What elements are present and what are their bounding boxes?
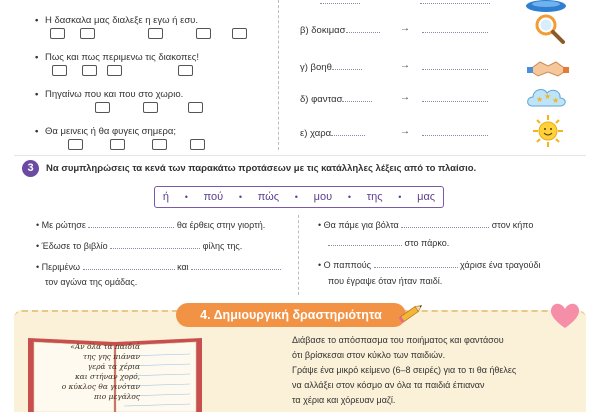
arrow-icon: → bbox=[400, 126, 410, 137]
exercise-number: 3 bbox=[22, 160, 39, 177]
poem-line: γερά τα χέρια bbox=[87, 362, 140, 371]
section-title: 4. Δημιουργική δραστηριότητα bbox=[176, 303, 406, 327]
sentence-1: • Η δασκαλα μας διαλεξε η εγω ή εσυ. bbox=[35, 15, 199, 26]
fill-line[interactable] bbox=[110, 240, 200, 249]
sentence-part: Ο παππούς bbox=[323, 260, 372, 270]
sentence-part: και bbox=[177, 262, 189, 272]
cloud-stars-icon bbox=[524, 80, 568, 114]
column-divider bbox=[278, 0, 279, 150]
sentence-4: • Θα μεινεις ή θα φυγεις σημερα; bbox=[35, 126, 177, 137]
fill-line[interactable] bbox=[88, 219, 174, 228]
bullet: • bbox=[318, 220, 322, 230]
answer-box[interactable] bbox=[52, 65, 67, 76]
fill-sentence-1 bbox=[36, 219, 265, 230]
answer-box[interactable] bbox=[148, 28, 163, 39]
fill-line[interactable] bbox=[422, 101, 488, 102]
sentence-text: Πως και πως περιμενω τις διακοπες! bbox=[45, 52, 200, 63]
fill-line[interactable] bbox=[346, 24, 380, 33]
answer-box[interactable] bbox=[110, 139, 125, 150]
instruction-line: τα χέρια και χόρευαν μαζί. bbox=[292, 395, 396, 405]
fill-sentence-4 bbox=[318, 219, 533, 230]
section-divider bbox=[14, 155, 586, 156]
match-row-d bbox=[300, 93, 372, 105]
answer-box[interactable] bbox=[80, 28, 95, 39]
match-label: γ) βοηθ bbox=[300, 62, 332, 73]
word-separator: • bbox=[398, 192, 402, 202]
fill-sentence-4-line2 bbox=[328, 237, 449, 248]
svg-text:★: ★ bbox=[544, 92, 552, 101]
word-option: πού bbox=[203, 191, 224, 203]
fill-line[interactable] bbox=[422, 32, 488, 33]
fill-line[interactable] bbox=[83, 261, 175, 270]
poem-line: και στήναν χορό, bbox=[74, 372, 140, 381]
sentence-3: • Πηγαίνω που και που στο χωριο. bbox=[35, 89, 184, 100]
fill-line[interactable] bbox=[401, 219, 489, 228]
fill-line[interactable] bbox=[342, 93, 372, 102]
answer-box[interactable] bbox=[107, 65, 122, 76]
instruction-line: Γράψε ένα μικρό κείμενο (6–8 σειρές) για το τι θα ήθελες bbox=[292, 365, 517, 375]
fill-line[interactable] bbox=[332, 61, 362, 70]
arrow-icon: → bbox=[400, 92, 410, 103]
poem-line: ο κύκλος θα γινόταν bbox=[61, 382, 140, 391]
match-label: δ) φαντασ bbox=[300, 94, 343, 105]
answer-box[interactable] bbox=[50, 28, 65, 39]
answer-box[interactable] bbox=[190, 139, 205, 150]
poem-line: της γης πιάναν bbox=[82, 352, 140, 361]
handshake-icon bbox=[526, 50, 570, 84]
heart-icon bbox=[548, 300, 582, 330]
magnifier-icon bbox=[528, 12, 572, 46]
answer-box[interactable] bbox=[232, 28, 247, 39]
sun-icon bbox=[526, 114, 570, 148]
sentence-text: Η δασκαλα μας διαλεξε η εγω ή εσυ. bbox=[45, 15, 199, 26]
answer-box[interactable] bbox=[95, 102, 110, 113]
fill-line[interactable] bbox=[374, 259, 458, 268]
answer-box[interactable] bbox=[82, 65, 97, 76]
match-row-e bbox=[300, 127, 365, 139]
fill-line[interactable] bbox=[422, 135, 488, 136]
sentence-part: Περιμένω bbox=[41, 262, 81, 272]
word-option: μας bbox=[417, 191, 436, 203]
fill-line[interactable] bbox=[320, 0, 360, 4]
poem-line: «Αν όλα τα παιδιά bbox=[70, 342, 140, 351]
fill-sentence-3-line2: τον αγώνα της ομάδας. bbox=[45, 277, 138, 287]
sentence-part: Θα πάμε για βόλτα bbox=[323, 220, 399, 230]
sentence-2: • Πως και πως περιμενω τις διακοπες! bbox=[35, 52, 200, 63]
sentence-part: θα έρθεις στην γιορτή. bbox=[176, 220, 266, 230]
fill-line[interactable] bbox=[331, 127, 365, 136]
instruction-line: να αλλάξει στον κόσμο αν όλα τα παιδιά έπιαναν bbox=[292, 380, 485, 390]
word-separator: • bbox=[238, 192, 243, 202]
sentence-part: χάρισε ένα τραγούδι bbox=[460, 260, 541, 270]
fill-sentence-2 bbox=[36, 240, 242, 251]
bullet: • bbox=[318, 260, 322, 270]
fill-line[interactable] bbox=[420, 0, 490, 4]
arrow-icon: → bbox=[400, 60, 410, 71]
bullet: • bbox=[36, 241, 40, 251]
sentence-part: Έδωσε το βιβλίο bbox=[41, 241, 108, 251]
word-separator: • bbox=[294, 192, 298, 202]
column-divider bbox=[298, 215, 299, 295]
word-option: πώς bbox=[257, 191, 280, 203]
fill-sentence-5-line2: που έγραψε όταν ήταν παιδί. bbox=[328, 276, 443, 286]
sentence-part: στον κήπο bbox=[491, 220, 534, 230]
svg-text:★: ★ bbox=[536, 95, 544, 104]
word-option: της bbox=[366, 191, 383, 203]
sentence-text: Θα μεινεις ή θα φυγεις σημερα; bbox=[45, 126, 177, 137]
word-separator: • bbox=[347, 192, 352, 202]
answer-box[interactable] bbox=[143, 102, 158, 113]
poem-excerpt bbox=[40, 342, 140, 402]
word-separator: • bbox=[184, 192, 188, 202]
answer-box[interactable] bbox=[178, 65, 193, 76]
sentence-part: φίλης της. bbox=[202, 241, 243, 251]
match-row-c bbox=[300, 61, 362, 73]
arrow-icon: → bbox=[400, 23, 410, 34]
sentence-text: Πηγαίνω που και που στο χωριο. bbox=[45, 89, 184, 100]
sentence-part: Με ρώτησε bbox=[41, 220, 86, 230]
fill-sentence-3 bbox=[36, 261, 281, 272]
word-option: ή bbox=[162, 191, 169, 203]
word-option: μου bbox=[313, 191, 333, 203]
match-label: β) δοκιμασ bbox=[300, 25, 346, 36]
bullet: • bbox=[36, 220, 40, 230]
fill-line[interactable] bbox=[328, 237, 402, 246]
pencil-icon bbox=[396, 300, 426, 326]
answer-box[interactable] bbox=[196, 28, 211, 39]
answer-box[interactable] bbox=[68, 139, 83, 150]
svg-text:★: ★ bbox=[552, 96, 560, 105]
fill-sentence-5 bbox=[318, 259, 540, 270]
answer-box[interactable] bbox=[188, 102, 203, 113]
poem-line: πιο μεγάλος bbox=[93, 392, 140, 401]
instruction-line: ότι βρίσκεσαι στον κύκλο των παιδιών. bbox=[292, 350, 446, 360]
sentence-part: στο πάρκο. bbox=[404, 238, 450, 248]
word-bank bbox=[154, 186, 444, 208]
match-row-b bbox=[300, 24, 380, 36]
instruction-line: Διάβασε το απόσπασμα του ποιήματος και φαντάσου bbox=[292, 335, 504, 345]
exercise-title: Να συμπληρώσεις τα κενά των παρακάτω προτάσεων με τις κατάλληλες λέξεις από το πλαίσιο. bbox=[46, 163, 477, 174]
fill-line[interactable] bbox=[191, 261, 281, 270]
fill-line[interactable] bbox=[422, 69, 488, 70]
match-label: ε) χαρα bbox=[300, 128, 332, 139]
answer-box[interactable] bbox=[152, 139, 167, 150]
bullet: • bbox=[36, 262, 40, 272]
